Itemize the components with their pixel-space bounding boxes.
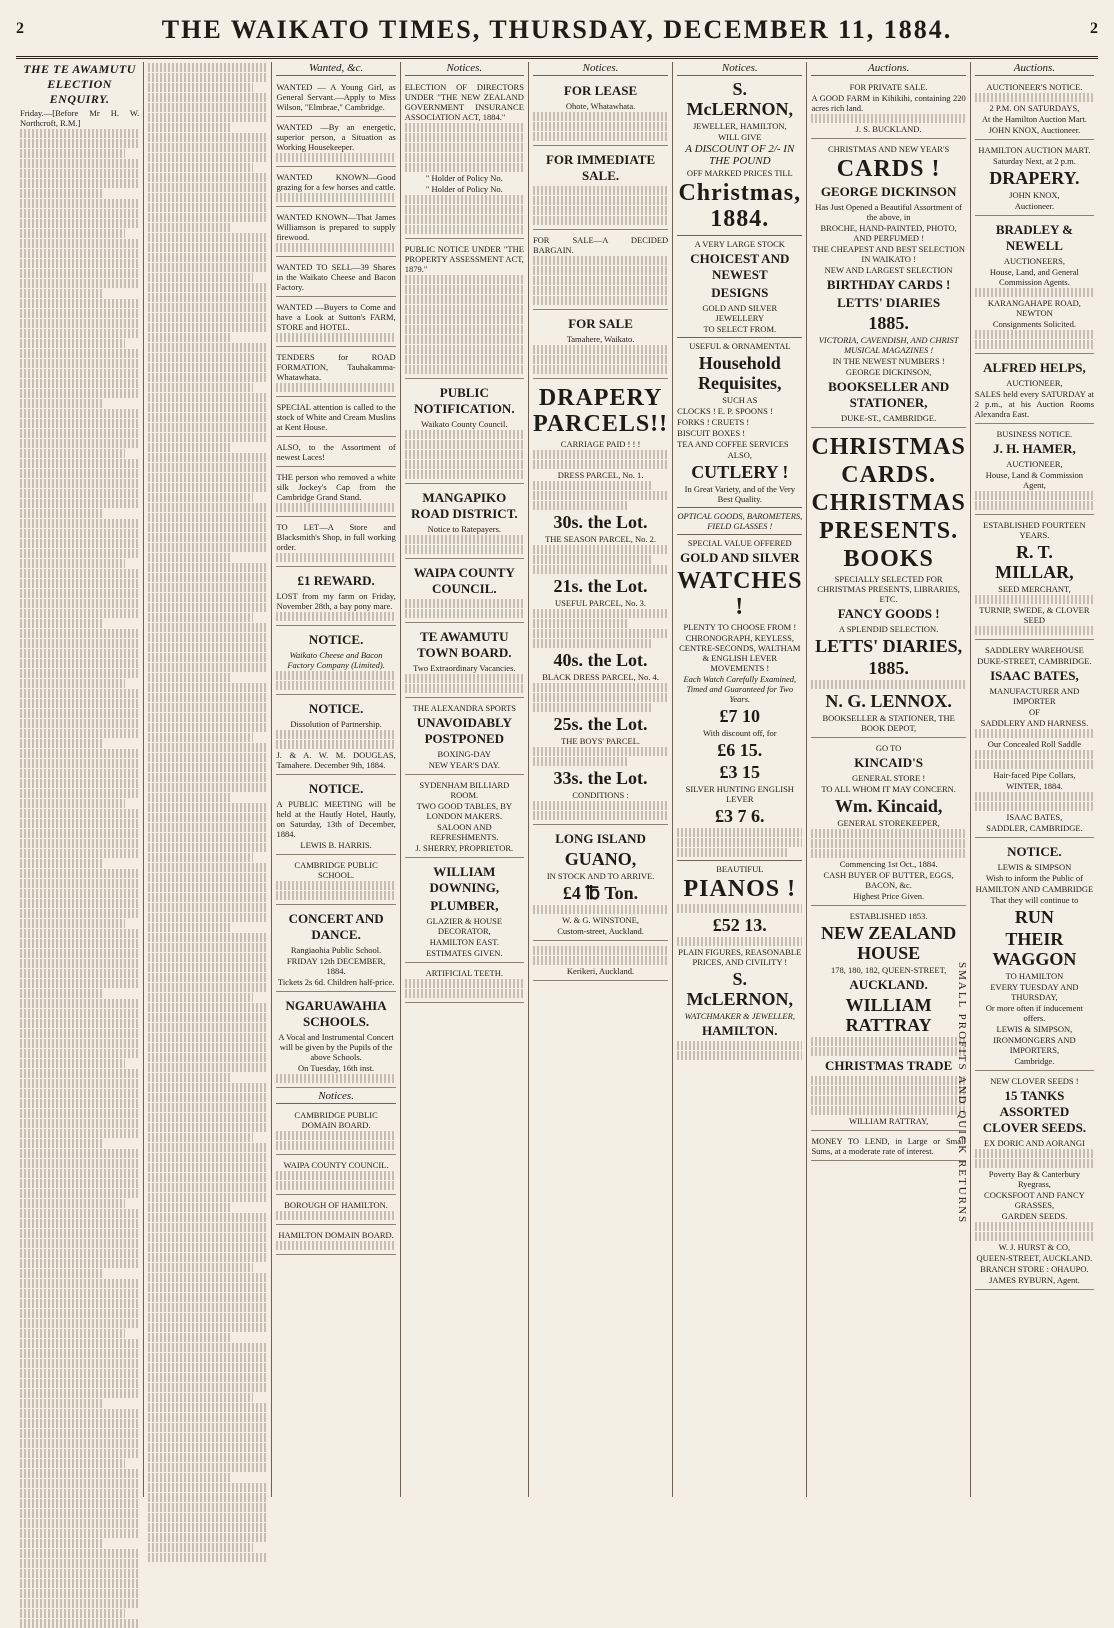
school-ad: CAMBRIDGE PUBLIC SCHOOL. — [276, 857, 395, 905]
article-body — [20, 129, 139, 1628]
column-sales — [528, 62, 672, 1497]
sale-ad: FOR IMMEDIATE SALE. — [533, 148, 668, 230]
lewis-simpson-ad: NOTICE. LEWIS & SIMPSON Wish to inform the Public of HAMILTON AND CAMBRIDGE That they will continue to RUN THEIR WAGGON TO HAMILTON EVERY TUESDAY AND THURSDAY, Or more often if inducement offers. LEWIS & SIMPSON, IRONMONGERS AND IMPORTERS, Cambridge. — [975, 840, 1094, 1071]
concert-ad: CONCERT AND DANCE. Rangiaohia Public School. FRIDAY 12th DECEMBER, 1884. Tickets 2s 6d. Children half-price. — [276, 907, 395, 992]
column-wanted — [271, 62, 399, 1497]
column-auctions — [970, 62, 1098, 1497]
alexandra-sports-ad: THE ALEXANDRA SPORTS UNAVOIDABLY POSTPONED BOXING-DAY NEW YEAR'S DAY. — [405, 700, 524, 775]
lease-ad: FOR LEASE Ohote, Whatawhata. — [533, 79, 668, 146]
masthead — [16, 8, 1098, 59]
hamer-ad: BUSINESS NOTICE. J. H. HAMER, AUCTIONEER, House, Land & Commission Agent, — [975, 426, 1094, 515]
wanted-ad: WANTED — A Young Girl, as General Servant.—Apply to Miss Wilson, "Elmbrae," Cambridge. — [276, 79, 395, 117]
dickinson-ad: CHRISTMAS AND NEW YEAR'S CARDS ! GEORGE DICKINSON Has Just Opened a Beautiful Assortment of the above, in BROCHE, HAND-PAINTED, PHOTO, AND PERFUMED ! THE CHEAPEST AND BEST SELECTION IN WAIKATO ! NEW AND LARGEST SELECTION BIRTHDAY CARDS ! LETTS' DIARIES 1885. VICTORIA, CAVENDISH, AND CHRIST MUSICAL MAGAZINES ! IN THE NEWEST NUMBERS ! GEORGE DICKINSON, BOOKSELLER AND STATIONER, DUKE-ST., CAMBRIDGE. — [811, 141, 965, 428]
helps-ad: ALFRED HELPS, AUCTIONEER, SALES held every SATURDAY at 2 p.m., at his Auction Rooms Alexandra East. — [975, 356, 1094, 424]
article-intro: Friday.—[Before Mr H. W. Northcroft, R.M.] — [20, 108, 140, 128]
sale-ad: FOR SALE Tamahere, Waikato. — [533, 312, 668, 379]
millar-ad: ESTABLISHED FOURTEEN YEARS. R. T. MILLAR, SEED MERCHANT, TURNIP, SWEDE, & CLOVER SEED — [975, 517, 1094, 640]
section-heading-wanted: Wanted, &c. — [276, 62, 395, 76]
hamilton-mart-ad: HAMILTON AUCTION MART. Saturday Next, at 2 p.m. DRAPERY. JOHN KNOX, Auctioneer. — [975, 142, 1094, 216]
mangapiko-ad: MANGAPIKO ROAD DISTRICT. Notice to Ratepayers. — [405, 486, 524, 559]
masthead-title: THE WAIKATO TIMES, THURSDAY, DECEMBER 11, 1884. — [161, 15, 953, 44]
column-booksellers — [806, 62, 969, 1497]
reward-ad: £1 REWARD. LOST from my farm on Friday, November 28th, a bay pony mare. — [276, 569, 395, 626]
wanted-ad: TO LET—A Store and Blacksmith's Shop, in full working order. — [276, 519, 395, 567]
borough-ad: BOROUGH OF HAMILTON. — [276, 1197, 395, 1225]
wanted-ad: SPECIAL attention is called to the stock of White and Cream Muslins at Kent House. — [276, 399, 395, 437]
clover-seed-ad: NEW CLOVER SEEDS ! 15 TANKS ASSORTED CLOVER SEEDS. EX DORIC AND AORANGI Poverty Bay & Canterbury Ryegrass, COCKSFOOT AND FANCY GRASSES, GARDEN SEEDS. W. J. HURST & CO, QUEEN-STREET, AUCKLAND. BRANCH STORE : OHAUPO. JAMES RYBURN, Agent. — [975, 1073, 1094, 1290]
vertical-banner: SMALL PROFITS AND QUICK RETURNS — [955, 962, 968, 1225]
private-sale-ad: FOR PRIVATE SALE. A GOOD FARM in Kihikihi, containing 220 acres rich land. J. S. BUCKLAND. — [811, 79, 965, 139]
column-mclernon: Notices. S. McLERNON, JEWELLER, HAMILTON, WILL GIVE A DISCOUNT OF 2/- IN THE POUND OFF MARKED PRICES TILL Christmas, 1884. A VERY LARGE STOCK CHOICEST AND NEWEST DESIGNS GOLD AND SILVER JEWELLERY TO SELECT FROM. USEFUL & ORNAMENTAL Household Requisites, SUCH AS CLOCKS ! E. P. SPOONS ! FORKS ! CRUETS ! BISCUIT BOXES ! TEA AND COFFEE SERVICES ALSO, CUTLERY ! In Great Variety, and of the Very Best Quality. OPTICAL GOODS, BAROMETERS, FIELD GLASSES ! SPECIAL VALUE OFFERED GOLD AND SILVER WATCHES ! PLENTY TO CHOOSE FROM ! CHRONOGRAPH, KEYLESS, CENTRE-SECONDS, WALTHAM & ENGLISH LEVER MOVEMENTS ! Each Watch Carefully Examined, Timed and Guaranteed for Two Years. £7 10 With discount off, for £6 15. £3 15 SILVER HUNTING ENGLISH LEVER £3 7 6. BEAUTIFUL PIANOS ! £52 13. PLAIN FIGURES, REASONABLE PRICES, AND CIVILITY ! S. McLERNON, WATCHMAKER & JEWELLER, HAMILTON. — [672, 62, 806, 1497]
downing-ad: WILLIAM DOWNING, PLUMBER, GLAZIER & HOUSE DECORATOR, HAMILTON EAST. ESTIMATES GIVEN. — [405, 860, 524, 963]
kincaid-ad: GO TO KINCAID'S GENERAL STORE ! TO ALL WHOM IT MAY CONCERN. Wm. Kincaid, GENERAL STOREKEEPER, Commencing 1st Oct., 1884. CASH BUYER OF BUTTER, EGGS, BACON, &c. Highest Price Given. — [811, 740, 965, 906]
page-number-right: 2 — [1090, 20, 1098, 37]
section-heading-notices: Notices. — [677, 62, 802, 76]
notice-ad: Kerikeri, Auckland. — [533, 943, 668, 981]
column-news-continued — [143, 62, 271, 1497]
wanted-ad: ALSO, to the Assortment of newest Laces! — [276, 439, 395, 467]
article-heading: THE TE AWAMUTU ELECTION ENQUIRY. — [23, 62, 136, 106]
rattray-ad: ESTABLISHED 1853. NEW ZEALAND HOUSE 178, 180, 182, QUEEN-STREET, AUCKLAND. WILLIAM RATTRAY CHRISTMAS TRADE WILLIAM RATTRAY, — [811, 908, 965, 1131]
notice-ad: NOTICE. A PUBLIC MEETING will be held at the Hautly Hotel, Hautly, on Saturday, 13th of December, 1884. LEWIS B. HARRIS. — [276, 777, 395, 855]
billiard-ad: SYDENHAM BILLIARD ROOM. TWO GOOD TABLES, BY LONDON MAKERS. SALOON AND REFRESHMENTS. J. SHERRY, PROPRIETOR. — [405, 777, 524, 858]
wanted-ad: THE person who removed a white silk Jockey's Cap from the Cambridge Grand Stand. — [276, 469, 395, 517]
elections-ad: ELECTION OF DIRECTORS UNDER "THE NEW ZEALAND GOVERNMENT INSURANCE ASSOCIATION ACT, 1884." " Holder of Policy No. " Holder of Policy No. — [405, 79, 524, 239]
notice-ad: NOTICE. Dissolution of Partnership. J. & A. W. M. DOUGLAS, Tamahere. December 9th, 1884. — [276, 697, 395, 775]
bates-ad: SADDLERY WAREHOUSE DUKE-STREET, CAMBRIDGE. ISAAC BATES, MANUFACTURER AND IMPORTER OF SADDLERY AND HARNESS. Our Concealed Roll Saddle Hair-faced Pipe Collars, WINTER, 1884. ISAAC BATES, SADDLER, CAMBRIDGE. — [975, 642, 1094, 838]
wanted-ad: TENDERS for ROAD FORMATION, Tauhakamma-Whatawhata. — [276, 349, 395, 397]
section-heading-notices: Notices. — [405, 62, 524, 76]
column-notices — [400, 62, 528, 1497]
wanted-ad: WANTED TO SELL—39 Shares in the Waikato Cheese and Bacon Factory. — [276, 259, 395, 297]
wanted-ad: WANTED —Buyers to Come and have a Look at Sutton's FARM, STORE and HOTEL. — [276, 299, 395, 347]
money-ad: MONEY TO LEND, in Large or Small Sums, at a moderate rate of interest. — [811, 1133, 965, 1161]
guano-ad: LONG ISLAND GUANO, IN STOCK AND TO ARRIVE. £4 ℔ Ton. W. & G. WINSTONE, Custom-street, Auckland. — [533, 827, 668, 941]
sale-ad: FOR SALE—A DECIDED BARGAIN. — [533, 232, 668, 310]
section-heading-auctions: Auctions. — [975, 62, 1094, 76]
auction-notice-ad: AUCTIONEER'S NOTICE. 2 P.M. ON SATURDAYS, At the Hamilton Auction Mart. JOHN KNOX, Auctioneer. — [975, 79, 1094, 140]
waipa-council-ad: WAIPA COUNTY COUNCIL. — [405, 561, 524, 623]
school-concert-ad: NGARUAWAHIA SCHOOLS. A Vocal and Instrumental Concert will be given by the Pupils of the above Schools. On Tuesday, 16th inst. — [276, 994, 395, 1088]
section-heading-auctions: Auctions. — [811, 62, 965, 76]
teeth-ad: ARTIFICIAL TEETH. — [405, 965, 524, 1003]
notice-ad: NOTICE. Waikato Cheese and Bacon Factory Company (Limited). — [276, 628, 395, 695]
section-heading-notices: Notices. — [276, 1090, 395, 1104]
article-body-continued — [148, 63, 267, 1562]
property-act-ad: PUBLIC NOTICE UNDER "THE PROPERTY ASSESSMENT ACT, 1879." — [405, 241, 524, 379]
advertiser-name: S. McLERNON, — [686, 79, 794, 119]
column-news — [16, 62, 143, 1497]
public-notification-ad: PUBLIC NOTIFICATION. Waikato County Council. — [405, 381, 524, 484]
columns — [16, 62, 1098, 1497]
wanted-ad: WANTED KNOWN—Good grazing for a few horses and cattle. — [276, 169, 395, 207]
town-board-ad: TE AWAMUTU TOWN BOARD. Two Extraordinary Vacancies. — [405, 625, 524, 698]
drapery-ad: DRAPERY PARCELS!! CARRIAGE PAID ! ! ! DRESS PARCEL, No. 1. 30s. the Lot. THE SEASON PARCEL, No. 2. 21s. the Lot. USEFUL PARCEL, No. 3. 40s. the Lot. BLACK DRESS PARCEL, No. 4. 25s. the Lot. THE BOYS' PARCEL. 33s. the Lot. CONDITIONS : — [533, 381, 668, 825]
lennox-ad: CHRISTMAS CARDS. CHRISTMAS PRESENTS. BOOKS SPECIALLY SELECTED FOR CHRISTMAS PRESENTS, LIBRARIES, ETC. FANCY GOODS ! A SPLENDID SELECTION. LETTS' DIARIES, 1885. N. G. LENNOX. BOOKSELLER & STATIONER, THE BOOK DEPOT, — [811, 430, 965, 738]
wanted-ad: WANTED KNOWN—That James Williamson is prepared to supply firewood. — [276, 209, 395, 257]
county-ad: WAIPA COUNTY COUNCIL. — [276, 1157, 395, 1195]
page-number-left: 2 — [16, 20, 24, 37]
wanted-ad: WANTED —By an energetic, superior person, a Situation as Working Housekeeper. — [276, 119, 395, 167]
section-heading-notices: Notices. — [533, 62, 668, 76]
hamilton-domain-ad: HAMILTON DOMAIN BOARD. — [276, 1227, 395, 1255]
bradley-newell-ad: BRADLEY & NEWELL AUCTIONEERS, House, Land, and General Commission Agents. KARANGAHAPE ROAD, NEWTON Consignments Solicited. — [975, 218, 1094, 354]
domain-board-ad: CAMBRIDGE PUBLIC DOMAIN BOARD. — [276, 1107, 395, 1155]
